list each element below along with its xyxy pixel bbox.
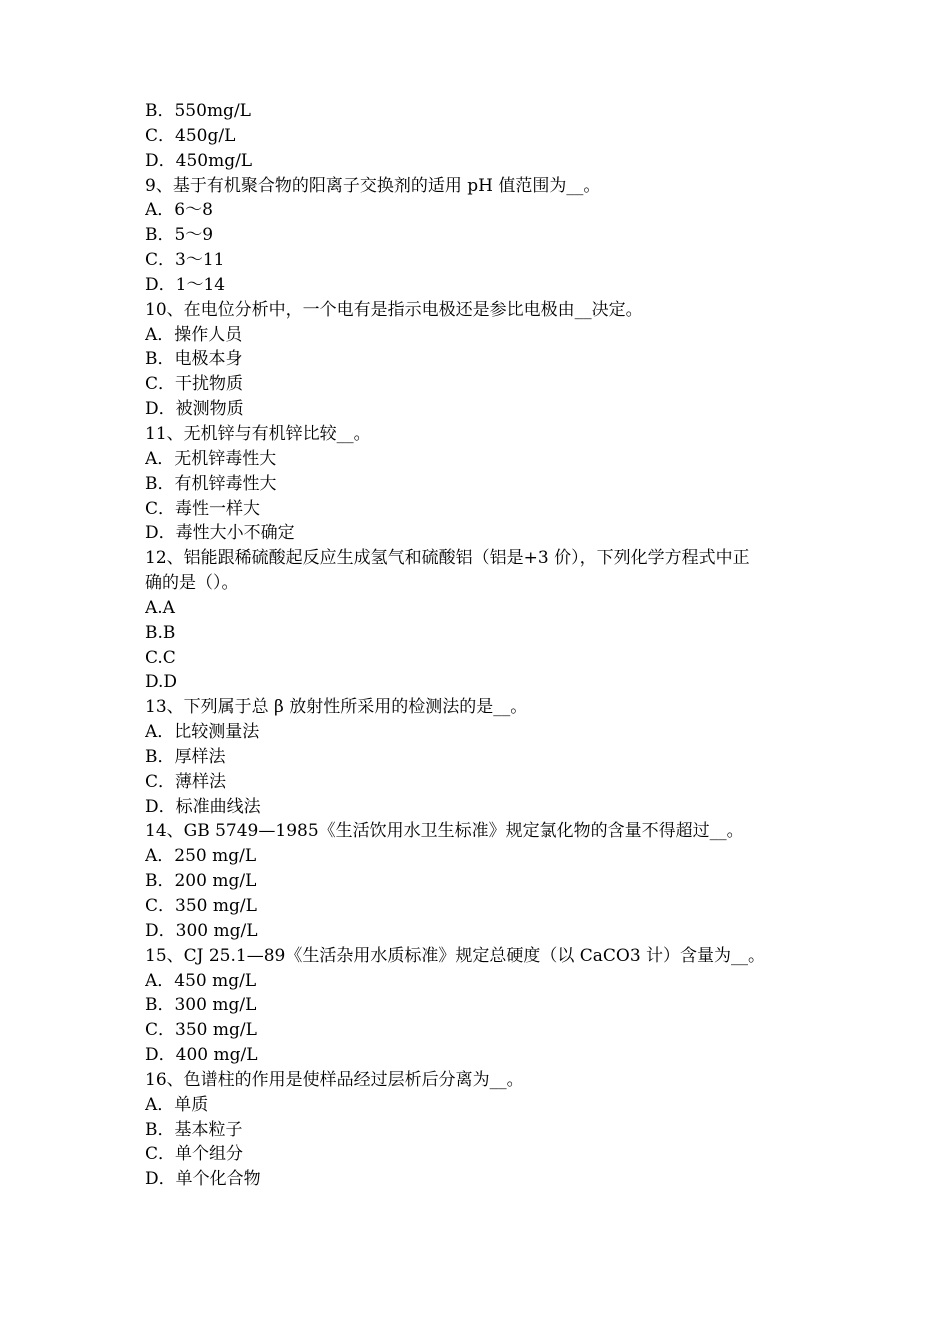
option-line: C．350 mg/L — [145, 896, 257, 916]
option-line: A．450 mg/L — [145, 970, 257, 991]
option-line: D．400 mg/L — [145, 1045, 258, 1066]
option-line: B．电极本身 — [145, 349, 243, 370]
question-12-continued: 确的是（）。 — [145, 573, 239, 594]
option-line: C．毒性一样大 — [145, 498, 261, 519]
option-line: D．毒性大小不确定 — [145, 523, 295, 544]
option-line: A．比较测量法 — [145, 722, 260, 743]
option-line: B．550mg/L — [145, 101, 251, 121]
option-line: B．基本粒子 — [145, 1119, 243, 1140]
question-12: 12、铝能跟稀硫酸起反应生成氢气和硫酸铝（铝是+3 价），下列化学方程式中正 — [145, 548, 750, 569]
question-14: 14、GB 5749—1985《生活饮用水卫生标准》规定氯化物的含量不得超过__。 — [145, 821, 744, 842]
option-line: A．6～8 — [145, 200, 213, 221]
option-line: D.D — [145, 672, 178, 693]
question-11: 11、无机锌与有机锌比较__。 — [145, 423, 371, 444]
option-line: D．300 mg/L — [145, 920, 258, 941]
question-10: 10、在电位分析中，一个电有是指示电极还是参比电极由__决定。 — [145, 299, 643, 320]
question-13: 13、下列属于总 β 放射性所采用的检测法的是__。 — [145, 697, 528, 718]
option-line: B.B — [145, 622, 176, 643]
option-line: D．1～14 — [145, 274, 226, 295]
option-line: A．无机锌毒性大 — [145, 448, 277, 469]
option-line: D．450mg/L — [145, 150, 253, 171]
question-15: 15、CJ 25.1—89《生活杂用水质标准》规定总硬度（以 CaCO3 计）含量为__。 — [145, 945, 766, 966]
option-line: C．薄样法 — [145, 771, 227, 792]
option-line: C．3～11 — [145, 250, 225, 271]
option-line: D．标准曲线法 — [145, 796, 261, 817]
option-line: C．单个组分 — [145, 1144, 244, 1165]
option-line: A．操作人员 — [145, 324, 243, 345]
document-page — [145, 99, 825, 1192]
option-line: C．干扰物质 — [145, 374, 244, 395]
option-line: B．5～9 — [145, 225, 214, 246]
question-9: 9、基于有机聚合物的阳离子交换剂的适用 pH 值范围为__。 — [145, 175, 601, 196]
option-line: C.C — [145, 647, 176, 668]
option-line: B．300 mg/L — [145, 995, 257, 1016]
option-line: A．单质 — [145, 1094, 209, 1115]
option-line: C．450g/L — [145, 125, 236, 146]
option-line: D．单个化合物 — [145, 1169, 261, 1190]
option-line: D．被测物质 — [145, 399, 244, 420]
option-line: B．有机锌毒性大 — [145, 473, 277, 494]
question-16: 16、色谱柱的作用是使样品经过层析后分离为__。 — [145, 1069, 524, 1090]
option-line: A.A — [145, 597, 175, 618]
option-line: A．250 mg/L — [145, 846, 257, 867]
option-line: B．200 mg/L — [145, 871, 257, 892]
option-line: B．厚样法 — [145, 746, 226, 767]
option-line: C．350 mg/L — [145, 1020, 257, 1041]
